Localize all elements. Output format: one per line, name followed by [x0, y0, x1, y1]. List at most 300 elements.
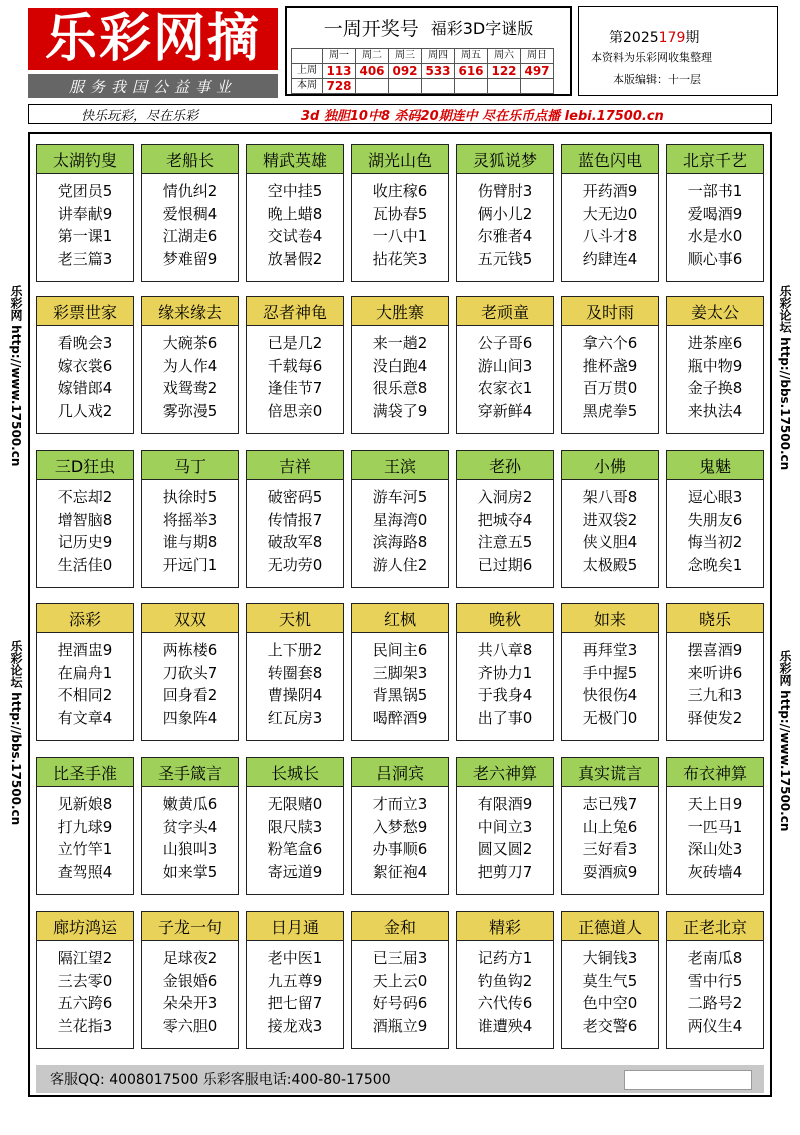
card-item: 已过期6	[477, 555, 533, 574]
puzzle-card	[351, 296, 449, 434]
card-title: 精武英雄	[247, 145, 343, 174]
card-item: 接龙戏3	[267, 1016, 323, 1035]
card-title: 廊坊鸿运	[37, 912, 133, 941]
card-item: 侠义胆4	[582, 533, 638, 551]
puzzle-card	[246, 911, 344, 1049]
puzzle-card	[246, 296, 344, 434]
card-item: 伤臂肘3	[477, 182, 533, 200]
issue-suffix: 期	[685, 30, 700, 46]
card-item: 不忘却2	[57, 488, 113, 506]
card-item: 百万贯0	[582, 379, 638, 397]
card-items	[667, 941, 763, 1037]
card-item: 入梦愁9	[372, 817, 428, 836]
puzzle-card	[351, 911, 449, 1049]
day-header: 周六	[488, 49, 521, 64]
card-item: 执徐时5	[162, 488, 218, 506]
card-title: 双双	[142, 604, 238, 633]
editor-note: 本版编辑：十一层	[613, 73, 701, 86]
card-items	[562, 174, 658, 270]
side-label-left-bottom: 乐彩论坛 http://bbs.17500.cn	[9, 640, 23, 826]
card-item: 在扁舟1	[57, 663, 113, 682]
card-item: 梦难留9	[162, 249, 218, 268]
card-item: 足球夜2	[162, 949, 218, 967]
card-item: 三脚架3	[372, 663, 428, 682]
corner-cell	[292, 49, 323, 64]
puzzle-card	[246, 144, 344, 282]
card-item: 顺心事6	[687, 249, 743, 268]
draw-number: 728	[323, 79, 356, 94]
card-item: 大铜钱3	[582, 949, 638, 967]
card-items	[247, 174, 343, 270]
card-item: 星海湾0	[372, 510, 428, 529]
card-item: 架八哥8	[582, 488, 638, 506]
card-items	[352, 326, 448, 422]
card-item: 一部书1	[687, 182, 743, 200]
card-title: 彩票世家	[37, 297, 133, 326]
card-item: 拿六个6	[582, 334, 638, 352]
card-item: 圆又圆2	[477, 840, 533, 858]
card-items	[457, 633, 553, 729]
draw-number	[455, 79, 488, 94]
puzzle-card	[141, 911, 239, 1049]
puzzle-card	[666, 757, 764, 895]
card-item: 三去零0	[57, 971, 113, 990]
card-item: 逢佳节7	[267, 379, 323, 397]
card-item: 六代传6	[477, 994, 533, 1012]
card-item: 公子哥6	[477, 334, 533, 352]
card-item: 背黑锅5	[372, 686, 428, 704]
card-item: 雾弥漫5	[162, 401, 218, 420]
card-item: 太极殿5	[582, 555, 638, 574]
card-item: 好号码6	[372, 994, 428, 1012]
puzzle-card	[36, 450, 134, 588]
card-item: 兰花指3	[57, 1016, 113, 1035]
card-title: 长城长	[247, 758, 343, 787]
card-item: 天上日9	[687, 795, 743, 813]
card-item: 民间主6	[372, 641, 428, 659]
draw-title	[287, 8, 570, 46]
card-item: 看晚会3	[57, 334, 113, 352]
card-item: 两仪生4	[687, 1016, 743, 1035]
card-item: 失朋友6	[687, 510, 743, 529]
card-item: 查驾照4	[57, 862, 113, 881]
card-item: 不相同2	[57, 686, 113, 704]
puzzle-card	[141, 603, 239, 741]
card-items	[247, 941, 343, 1037]
card-title: 圣手箴言	[142, 758, 238, 787]
banner	[28, 104, 772, 124]
card-title: 天机	[247, 604, 343, 633]
card-item: 中间立3	[477, 817, 533, 836]
draw-number	[521, 79, 554, 94]
card-item: 手中握5	[582, 663, 638, 682]
card-items	[37, 174, 133, 270]
card-title: 红枫	[352, 604, 448, 633]
puzzle-card	[666, 911, 764, 1049]
card-title: 老船长	[142, 145, 238, 174]
card-item: 为人作4	[162, 356, 218, 375]
card-items	[247, 633, 343, 729]
card-title: 忍者神龟	[247, 297, 343, 326]
card-items	[247, 326, 343, 422]
footer-contact: 客服QQ: 4008017500 乐彩客服电话:400-80-17500	[50, 1072, 391, 1088]
card-item: 捏酒盅9	[57, 641, 113, 659]
card-item: 无功劳0	[267, 555, 323, 574]
card-items	[457, 174, 553, 270]
card-item: 党团员5	[57, 182, 113, 200]
card-item: 耍酒疯9	[582, 862, 638, 881]
card-item: 尔雅者4	[477, 227, 533, 245]
card-item: 农家衣1	[477, 379, 533, 397]
card-item: 注意五5	[477, 533, 533, 551]
card-item: 于我身4	[477, 686, 533, 704]
card-item: 才而立3	[372, 795, 428, 813]
card-item: 交试卷4	[267, 227, 323, 245]
card-item: 满袋了9	[372, 401, 428, 420]
card-items	[352, 787, 448, 883]
card-item: 破密码5	[267, 488, 323, 506]
puzzle-card	[561, 911, 659, 1049]
card-item: 推杯盏9	[582, 356, 638, 375]
card-item: 如来掌5	[162, 862, 218, 881]
card-item: 贫字头4	[162, 817, 218, 836]
card-item: 老交警6	[582, 1016, 638, 1035]
card-item: 无限赌0	[267, 795, 323, 813]
card-item: 回身看2	[162, 686, 218, 704]
card-items	[352, 941, 448, 1037]
card-items	[667, 480, 763, 576]
puzzle-card	[36, 757, 134, 895]
card-item: 打九球9	[57, 817, 113, 836]
card-item: 千载每6	[267, 356, 323, 375]
card-items	[37, 941, 133, 1037]
draw-number	[389, 79, 422, 94]
card-items	[352, 174, 448, 270]
card-item: 朵朵开3	[162, 994, 218, 1012]
card-item: 嫁错郎4	[57, 379, 113, 397]
card-title: 湖光山色	[352, 145, 448, 174]
card-item: 驿使发2	[687, 708, 743, 727]
card-item: 开远门1	[162, 555, 218, 574]
puzzle-card	[351, 450, 449, 588]
day-header: 周日	[521, 49, 554, 64]
card-item: 有限酒9	[477, 795, 533, 813]
footer-blank-box	[624, 1070, 752, 1090]
side-label-left-top: 乐彩网 http://www.17500.cn	[9, 285, 23, 467]
issue-number	[609, 27, 699, 47]
card-items	[247, 787, 343, 883]
card-item: 戏鸳鸯2	[162, 379, 218, 397]
puzzle-card	[246, 450, 344, 588]
card-item: 喝醉酒9	[372, 708, 428, 727]
puzzle-card	[456, 296, 554, 434]
card-item: 有文章4	[57, 708, 113, 727]
card-items	[457, 326, 553, 422]
card-item: 红瓦房3	[267, 708, 323, 727]
puzzle-card	[36, 603, 134, 741]
card-title: 及时雨	[562, 297, 658, 326]
card-item: 水是水0	[687, 227, 743, 245]
draw-number: 406	[356, 64, 389, 79]
card-title: 缘来缘去	[142, 297, 238, 326]
day-header: 周四	[422, 49, 455, 64]
card-title: 北京千艺	[667, 145, 763, 174]
card-item: 开药酒9	[582, 182, 638, 200]
day-header: 周二	[356, 49, 389, 64]
puzzle-card	[351, 757, 449, 895]
card-title: 大胜寨	[352, 297, 448, 326]
card-item: 志已残7	[582, 795, 638, 813]
card-item: 见新娘8	[57, 795, 113, 813]
card-item: 山狼叫3	[162, 840, 218, 858]
card-item: 大碗茶6	[162, 334, 218, 352]
card-item: 三九和3	[687, 686, 743, 704]
puzzle-card	[141, 144, 239, 282]
banner-ad[interactable]: 3d 独胆10中8 杀码20期连中 尽在乐币点播 lebi.17500.cn	[301, 108, 664, 124]
card-item: 八斗才8	[582, 227, 638, 245]
puzzle-card	[456, 911, 554, 1049]
card-item: 逗心眼3	[687, 488, 743, 506]
card-items	[667, 633, 763, 729]
card-item: 快很伤4	[582, 686, 638, 704]
draw-number: 122	[488, 64, 521, 79]
card-item: 转圈套8	[267, 663, 323, 682]
card-item: 深山处3	[687, 840, 743, 858]
card-item: 已是几2	[267, 334, 323, 352]
card-title: 真实谎言	[562, 758, 658, 787]
puzzle-card	[141, 757, 239, 895]
puzzle-card	[561, 603, 659, 741]
puzzle-card	[141, 296, 239, 434]
card-items	[667, 326, 763, 422]
card-item: 讲奉献9	[57, 204, 113, 223]
last-week-label: 上周	[292, 64, 323, 79]
card-items	[37, 480, 133, 576]
puzzle-card	[456, 757, 554, 895]
card-item: 爱喝酒9	[687, 204, 743, 223]
banner-slogan: 快乐玩彩，尽在乐彩	[81, 108, 199, 124]
card-item: 刀砍头7	[162, 663, 218, 682]
card-items	[562, 787, 658, 883]
card-items	[352, 633, 448, 729]
card-item: 谁与期8	[162, 533, 218, 551]
puzzle-card	[666, 144, 764, 282]
draw-title-sub: 福彩3D字谜版	[430, 18, 534, 38]
card-item: 第一课1	[57, 227, 113, 245]
logo	[28, 8, 278, 70]
card-title: 马丁	[142, 451, 238, 480]
puzzle-card	[561, 450, 659, 588]
card-items	[142, 480, 238, 576]
card-item: 一八中1	[372, 227, 428, 245]
slogan: 服务我国公益事业	[28, 74, 278, 98]
card-item: 摆喜酒9	[687, 641, 743, 659]
draw-number	[422, 79, 455, 94]
card-items	[37, 326, 133, 422]
card-title: 太湖钓叟	[37, 145, 133, 174]
logo-text: 乐彩网摘	[44, 9, 261, 69]
card-item: 增智脑8	[57, 510, 113, 529]
card-item: 嫩黄瓜6	[162, 795, 218, 813]
card-items	[142, 174, 238, 270]
card-item: 游山间3	[477, 356, 533, 375]
card-item: 俩小儿2	[477, 204, 533, 223]
card-item: 絮征袍4	[372, 862, 428, 881]
card-item: 传情报7	[267, 510, 323, 529]
card-items	[562, 480, 658, 576]
card-item: 金银婚6	[162, 971, 218, 990]
card-item: 老南瓜8	[687, 949, 743, 967]
card-item: 来一趟2	[372, 334, 428, 352]
draw-number: 113	[323, 64, 356, 79]
card-item: 两栋楼6	[162, 641, 218, 659]
card-item: 进双袋2	[582, 510, 638, 529]
card-item: 嫁衣裳6	[57, 356, 113, 375]
card-item: 灰砖墙4	[687, 862, 743, 881]
card-items	[562, 941, 658, 1037]
card-items	[667, 174, 763, 270]
card-items	[37, 633, 133, 729]
issue-num: 179	[658, 30, 686, 46]
puzzle-card	[456, 144, 554, 282]
card-item: 金子换8	[687, 379, 743, 397]
card-items	[142, 787, 238, 883]
card-title: 晓乐	[667, 604, 763, 633]
card-title: 蓝色闪电	[562, 145, 658, 174]
card-title: 姜太公	[667, 297, 763, 326]
card-title: 老顽童	[457, 297, 553, 326]
card-item: 粉笔盒6	[267, 840, 323, 858]
card-item: 立竹竿1	[57, 840, 113, 858]
puzzle-card	[246, 757, 344, 895]
card-items	[142, 326, 238, 422]
card-items	[562, 326, 658, 422]
card-item: 雪中行5	[687, 971, 743, 990]
draw-number	[356, 79, 389, 94]
card-title: 金和	[352, 912, 448, 941]
card-item: 无极门0	[582, 708, 638, 727]
card-item: 把七留7	[267, 994, 323, 1012]
day-header: 周五	[455, 49, 488, 64]
card-item: 约肆连4	[582, 249, 638, 268]
puzzle-card	[246, 603, 344, 741]
card-title: 灵狐说梦	[457, 145, 553, 174]
card-item: 大无边0	[582, 204, 638, 223]
side-label-right-top: 乐彩论坛 http://bbs.17500.cn	[778, 285, 792, 471]
card-items	[457, 480, 553, 576]
card-item: 上下册2	[267, 641, 323, 659]
card-title: 正老北京	[667, 912, 763, 941]
card-item: 游人住2	[372, 555, 428, 574]
card-title: 比圣手准	[37, 758, 133, 787]
card-item: 限尺牍3	[267, 817, 323, 836]
card-items	[37, 787, 133, 883]
card-title: 吕洞宾	[352, 758, 448, 787]
card-item: 将摇举3	[162, 510, 218, 529]
puzzle-card	[561, 757, 659, 895]
card-item: 四象阵4	[162, 708, 218, 727]
puzzle-card	[36, 144, 134, 282]
card-item: 二路号2	[687, 994, 743, 1012]
card-title: 三D狂虫	[37, 451, 133, 480]
card-item: 滨海路8	[372, 533, 428, 551]
puzzle-card	[666, 296, 764, 434]
card-title: 吉祥	[247, 451, 343, 480]
card-item: 三好看3	[582, 840, 638, 858]
puzzle-card	[561, 144, 659, 282]
card-item: 再拜堂3	[582, 641, 638, 659]
card-item: 五六跨6	[57, 994, 113, 1012]
card-title: 添彩	[37, 604, 133, 633]
puzzle-card	[351, 603, 449, 741]
card-title: 小佛	[562, 451, 658, 480]
card-item: 九五尊9	[267, 971, 323, 990]
card-item: 倍思亲0	[267, 401, 323, 420]
puzzle-card	[666, 450, 764, 588]
draw-title-main: 一周开奖号	[323, 17, 419, 40]
card-title: 晚秋	[457, 604, 553, 633]
puzzle-card	[666, 603, 764, 741]
card-items	[352, 480, 448, 576]
card-items	[667, 787, 763, 883]
card-item: 进茶座6	[687, 334, 743, 352]
day-header: 周三	[389, 49, 422, 64]
card-item: 放暑假2	[267, 249, 323, 268]
card-item: 记历史9	[57, 533, 113, 551]
card-item: 收庄稼6	[372, 182, 428, 200]
card-items	[142, 633, 238, 729]
card-item: 老三篇3	[57, 249, 113, 268]
card-item: 把城夺4	[477, 510, 533, 529]
card-title: 布衣神算	[667, 758, 763, 787]
source-note: 本资料为乐彩网收集整理	[591, 51, 712, 64]
card-title: 鬼魅	[667, 451, 763, 480]
puzzle-card	[141, 450, 239, 588]
card-item: 空中挂5	[267, 182, 323, 200]
card-items	[562, 633, 658, 729]
card-item: 共八章8	[477, 641, 533, 659]
card-title: 老六神算	[457, 758, 553, 787]
draw-number: 616	[455, 64, 488, 79]
card-item: 齐协力1	[477, 663, 533, 682]
card-item: 念晚矣1	[687, 555, 743, 574]
this-week-label: 本周	[292, 79, 323, 94]
puzzle-card	[36, 911, 134, 1049]
card-item: 情仇纠2	[162, 182, 218, 200]
card-title: 精彩	[457, 912, 553, 941]
card-item: 五元钱5	[477, 249, 533, 268]
puzzle-card	[456, 603, 554, 741]
draw-number: 533	[422, 64, 455, 79]
card-title: 日月通	[247, 912, 343, 941]
card-title: 老孙	[457, 451, 553, 480]
card-title: 王滨	[352, 451, 448, 480]
footer	[36, 1065, 764, 1093]
card-items	[457, 941, 553, 1037]
puzzle-card	[351, 144, 449, 282]
card-item: 黑虎拳5	[582, 401, 638, 420]
card-item: 零六胆0	[162, 1016, 218, 1035]
card-item: 色中空0	[582, 994, 638, 1012]
issue-prefix: 第2025	[609, 30, 659, 46]
card-item: 游车河5	[372, 488, 428, 506]
card-item: 办事顺6	[372, 840, 428, 858]
draw-number	[488, 79, 521, 94]
card-item: 记药方1	[477, 949, 533, 967]
side-label-right-bottom: 乐彩网 http://www.17500.cn	[778, 650, 792, 832]
draw-results-box	[285, 6, 572, 96]
card-item: 拈花笑3	[372, 249, 428, 268]
